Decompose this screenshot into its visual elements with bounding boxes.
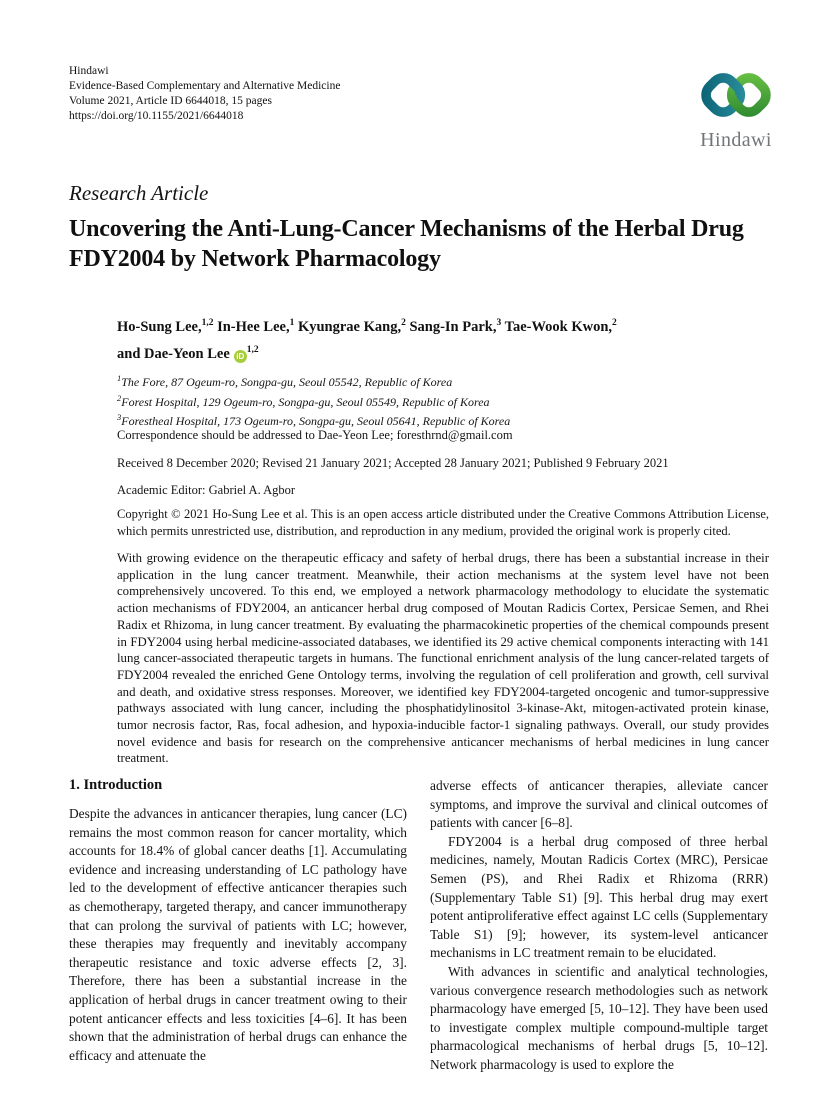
journal-name: Evidence-Based Complementary and Alternative Medicine: [69, 80, 341, 92]
publisher-name: Hindawi: [69, 65, 109, 77]
logo-wordmark: Hindawi: [700, 129, 772, 151]
volume-info: Volume 2021, Article ID 6644018, 15 pages: [69, 95, 272, 107]
author-affiliation-superscript: 1,2: [201, 318, 214, 328]
dates-line: Received 8 December 2020; Revised 21 January 2021; Accepted 28 January 2021; Published 9 February 2021: [117, 456, 669, 470]
intro-paragraph: With advances in scientific and analytical technologies, various convergence research methodologies such as network pharmacology have emerged [5, 10–12]. They have been used to investigate complex multiple compound-multiple target pharmacological mechanisms of herbal drugs [5, 10–12]. Network pharmacology is used to explore the: [430, 963, 768, 1072]
intro-paragraph: Despite the advances in anticancer therapies, lung cancer (LC) remains the most common reason for cancer mortality, which accounts for 18.4% of global cancer deaths [1]. Accumulating evidence and increasing understanding of LC pathology have led to the development of effective anticancer therapies such as chemotherapy, targeted therapy, and cancer immunotherapy that can prolong the survival of patients with LC; however, these therapies may frequently and inevitably accompany therapeutic resistance and toxic adverse effects [2, 3]. Therefore, there has been a substantial increase in the application of herbal drugs in cancer treatment owing to their potent anticancer effects and less toxicities [4–6]. It has been shown that the administration of herbal drugs can enhance the efficacy and attenuate the: [69, 806, 407, 1063]
affiliation: $^3$Forestheal Hospital, 173 Ogeum-ro, Songpa-gu, Seoul 05641, Republic of Korea: [117, 412, 511, 428]
doi-link[interactable]: https://doi.org/10.1155/2021/6644018: [69, 110, 244, 122]
author-affiliation-superscript: 2: [401, 318, 406, 328]
affiliation-list: [117, 371, 765, 430]
correspondence-line: [117, 428, 769, 443]
intro-paragraph: FDY2004 is a herbal drug composed of three herbal medicines, namely, Moutan Radicis Cortex (MRC), Persicae Semen (PS), and Rhei Radix et Rhizoma (RRR) (Supplementary Table S1) [9]. This herbal drug may exert potent antiproliferative effect against LC cells (Supplementary Table S1) [9]; however, its system-level anticancer mechanisms in LC treatment remain to be elucidated.: [430, 833, 768, 961]
article-title: Uncovering the Anti-Lung-Cancer Mechanisms of the Herbal Drug FDY2004 by Network Pharmacology: [69, 216, 744, 272]
correspondence-text: Correspondence should be addressed to Dae-Yeon Lee;: [117, 428, 397, 442]
author-list: [117, 312, 765, 366]
author-affiliation-superscript: 1,2: [246, 344, 259, 355]
affiliation: $^1$The Fore, 87 Ogeum-ro, Songpa-gu, Seoul 05542, Republic of Korea: [117, 373, 453, 389]
intro-column-left: [69, 805, 407, 1065]
orcid-icon[interactable]: iD: [234, 350, 247, 363]
hindawi-logo-icon: [693, 62, 779, 128]
author-name: Ho-Sung Lee,: [117, 318, 202, 335]
section-heading-introduction: 1. Introduction: [69, 777, 163, 793]
author-name: Tae-Wook Kwon,: [504, 318, 613, 335]
correspondence-email-link[interactable]: foresthrnd@gmail.com: [396, 428, 513, 442]
author-affiliation-superscript: 2: [612, 318, 617, 328]
editor-line: Academic Editor: Gabriel A. Agbor: [117, 483, 296, 497]
copyright-notice: Copyright © 2021 Ho-Sung Lee et al. This is an open access article distributed under the Creative Commons Attribution License, which permits unrestricted use, distribution, and reproduction in any medium, provided the original work is properly cited.: [117, 507, 769, 538]
author-name: Kyungrae Kang,: [297, 318, 402, 335]
author-name: and Dae-Yeon Lee: [117, 345, 230, 362]
author-affiliation-superscript: 3: [496, 318, 502, 328]
author-affiliation-superscript: 1: [289, 318, 295, 328]
hindawi-logo: [690, 62, 782, 152]
author-name: Sang-In Park,: [409, 318, 497, 335]
article-type-label: Research Article: [69, 181, 209, 205]
affiliation: $^2$Forest Hospital, 129 Ogeum-ro, Songpa-gu, Seoul 05549, Republic of Korea: [117, 392, 490, 409]
abstract-text: With growing evidence on the therapeutic efficacy and safety of herbal drugs, there has been a substantial increase in their application in the lung cancer treatment. Meanwhile, their action mechanisms at the system level have not been comprehensively uncovered. To this end, we employed a network pharmacology methodology to elucidate the systematic action mechanisms of FDY2004, an anticancer herbal drug composed of Moutan Radicis Cortex, Persicae Semen, and Rhei Radix et Rhizoma, in lung cancer treatment. By evaluating the pharmacokinetic properties of the chemical compounds present in FDY2004 using herbal medicine-associated databases, we identified its 29 active chemical components interacting with 141 lung cancer-associated therapeutic targets in humans. The functional enrichment analysis of the lung cancer-related targets of FDY2004 revealed the enriched Gene Ontology terms, involving the regulation of cell proliferation and growth, cell survival and death, and oxidative stress responses. Moreover, we identified key FDY2004-targeted oncogenic and tumor-suppressive pathways associated with lung cancer, including the phosphatidylinositol 3-kinase-Akt, mitogen-activated protein kinase, tumor necrosis factor, Ras, focal adhesion, and hypoxia-inducible factor-1 signaling pathways. Overall, our study provides novel evidence and basis for research on the comprehensive anticancer mechanisms of herbal medicines in lung cancer treatment.: [117, 551, 769, 766]
intro-paragraph: adverse effects of anticancer therapies, alleviate cancer symptoms, and improve the survival and clinical outcomes of patients with cancer [6–8].: [430, 778, 768, 831]
intro-column-right: [430, 777, 768, 1075]
author-name: In-Hee Lee,: [217, 318, 290, 335]
journal-header: [69, 64, 340, 124]
